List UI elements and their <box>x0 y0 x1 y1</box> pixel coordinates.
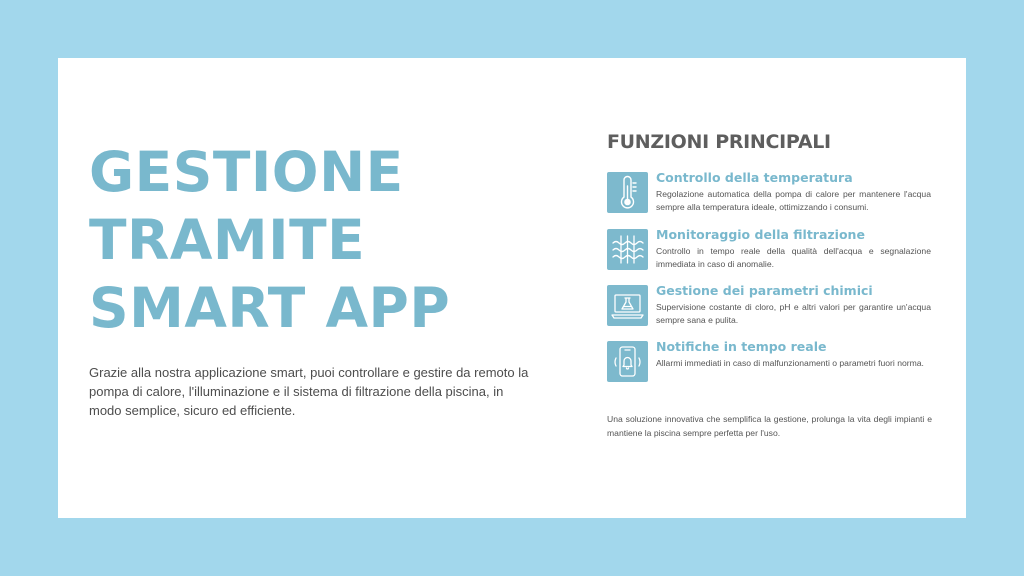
feature-item-notifications <box>607 341 937 391</box>
intro-paragraph: Grazie alla nostra applicazione smart, puoi controllare e gestire da remoto la pompa di calore, l'illuminazione e il sistema di filtrazione della piscina, in modo semplice, sicuro ed efficiente. <box>89 365 529 418</box>
feature-item-temperature <box>607 172 937 222</box>
water-filtration-icon <box>607 229 648 270</box>
feature-title: Controllo della temperatura <box>656 170 853 185</box>
title-line-1: GESTIONE <box>89 140 404 204</box>
thermometer-icon <box>607 172 648 213</box>
closing-paragraph: Una soluzione innovativa che semplifica la gestione, prolunga la vita degli impianti e mantiene la piscina sempre perfetta per l'uso. <box>607 414 932 438</box>
feature-description: Allarmi immediati in caso di malfunzionamenti o parametri fuori norma. <box>656 358 924 368</box>
feature-title: Notifiche in tempo reale <box>656 339 827 354</box>
feature-description: Supervisione costante di cloro, pH e altri valori per garantire un'acqua sempre sana e pulita. <box>656 302 931 325</box>
phone-bell-icon <box>607 341 648 382</box>
page-title <box>89 138 450 342</box>
feature-description: Regolazione automatica della pompa di calore per mantenere l'acqua sempre alla temperatura ideale, ottimizzando i consumi. <box>656 189 931 212</box>
feature-title: Gestione dei parametri chimici <box>656 283 873 298</box>
content-card <box>58 58 966 518</box>
feature-title: Monitoraggio della filtrazione <box>656 227 865 242</box>
feature-description: Controllo in tempo reale della qualità dell'acqua e segnalazione immediata in caso di anomalie. <box>656 246 931 269</box>
title-line-2: TRAMITE <box>89 208 366 272</box>
chemistry-laptop-icon <box>607 285 648 326</box>
feature-item-filtration <box>607 229 937 279</box>
feature-item-chemistry <box>607 285 937 335</box>
features-heading: FUNZIONI PRINCIPALI <box>607 131 831 153</box>
title-line-3: SMART APP <box>89 276 451 340</box>
